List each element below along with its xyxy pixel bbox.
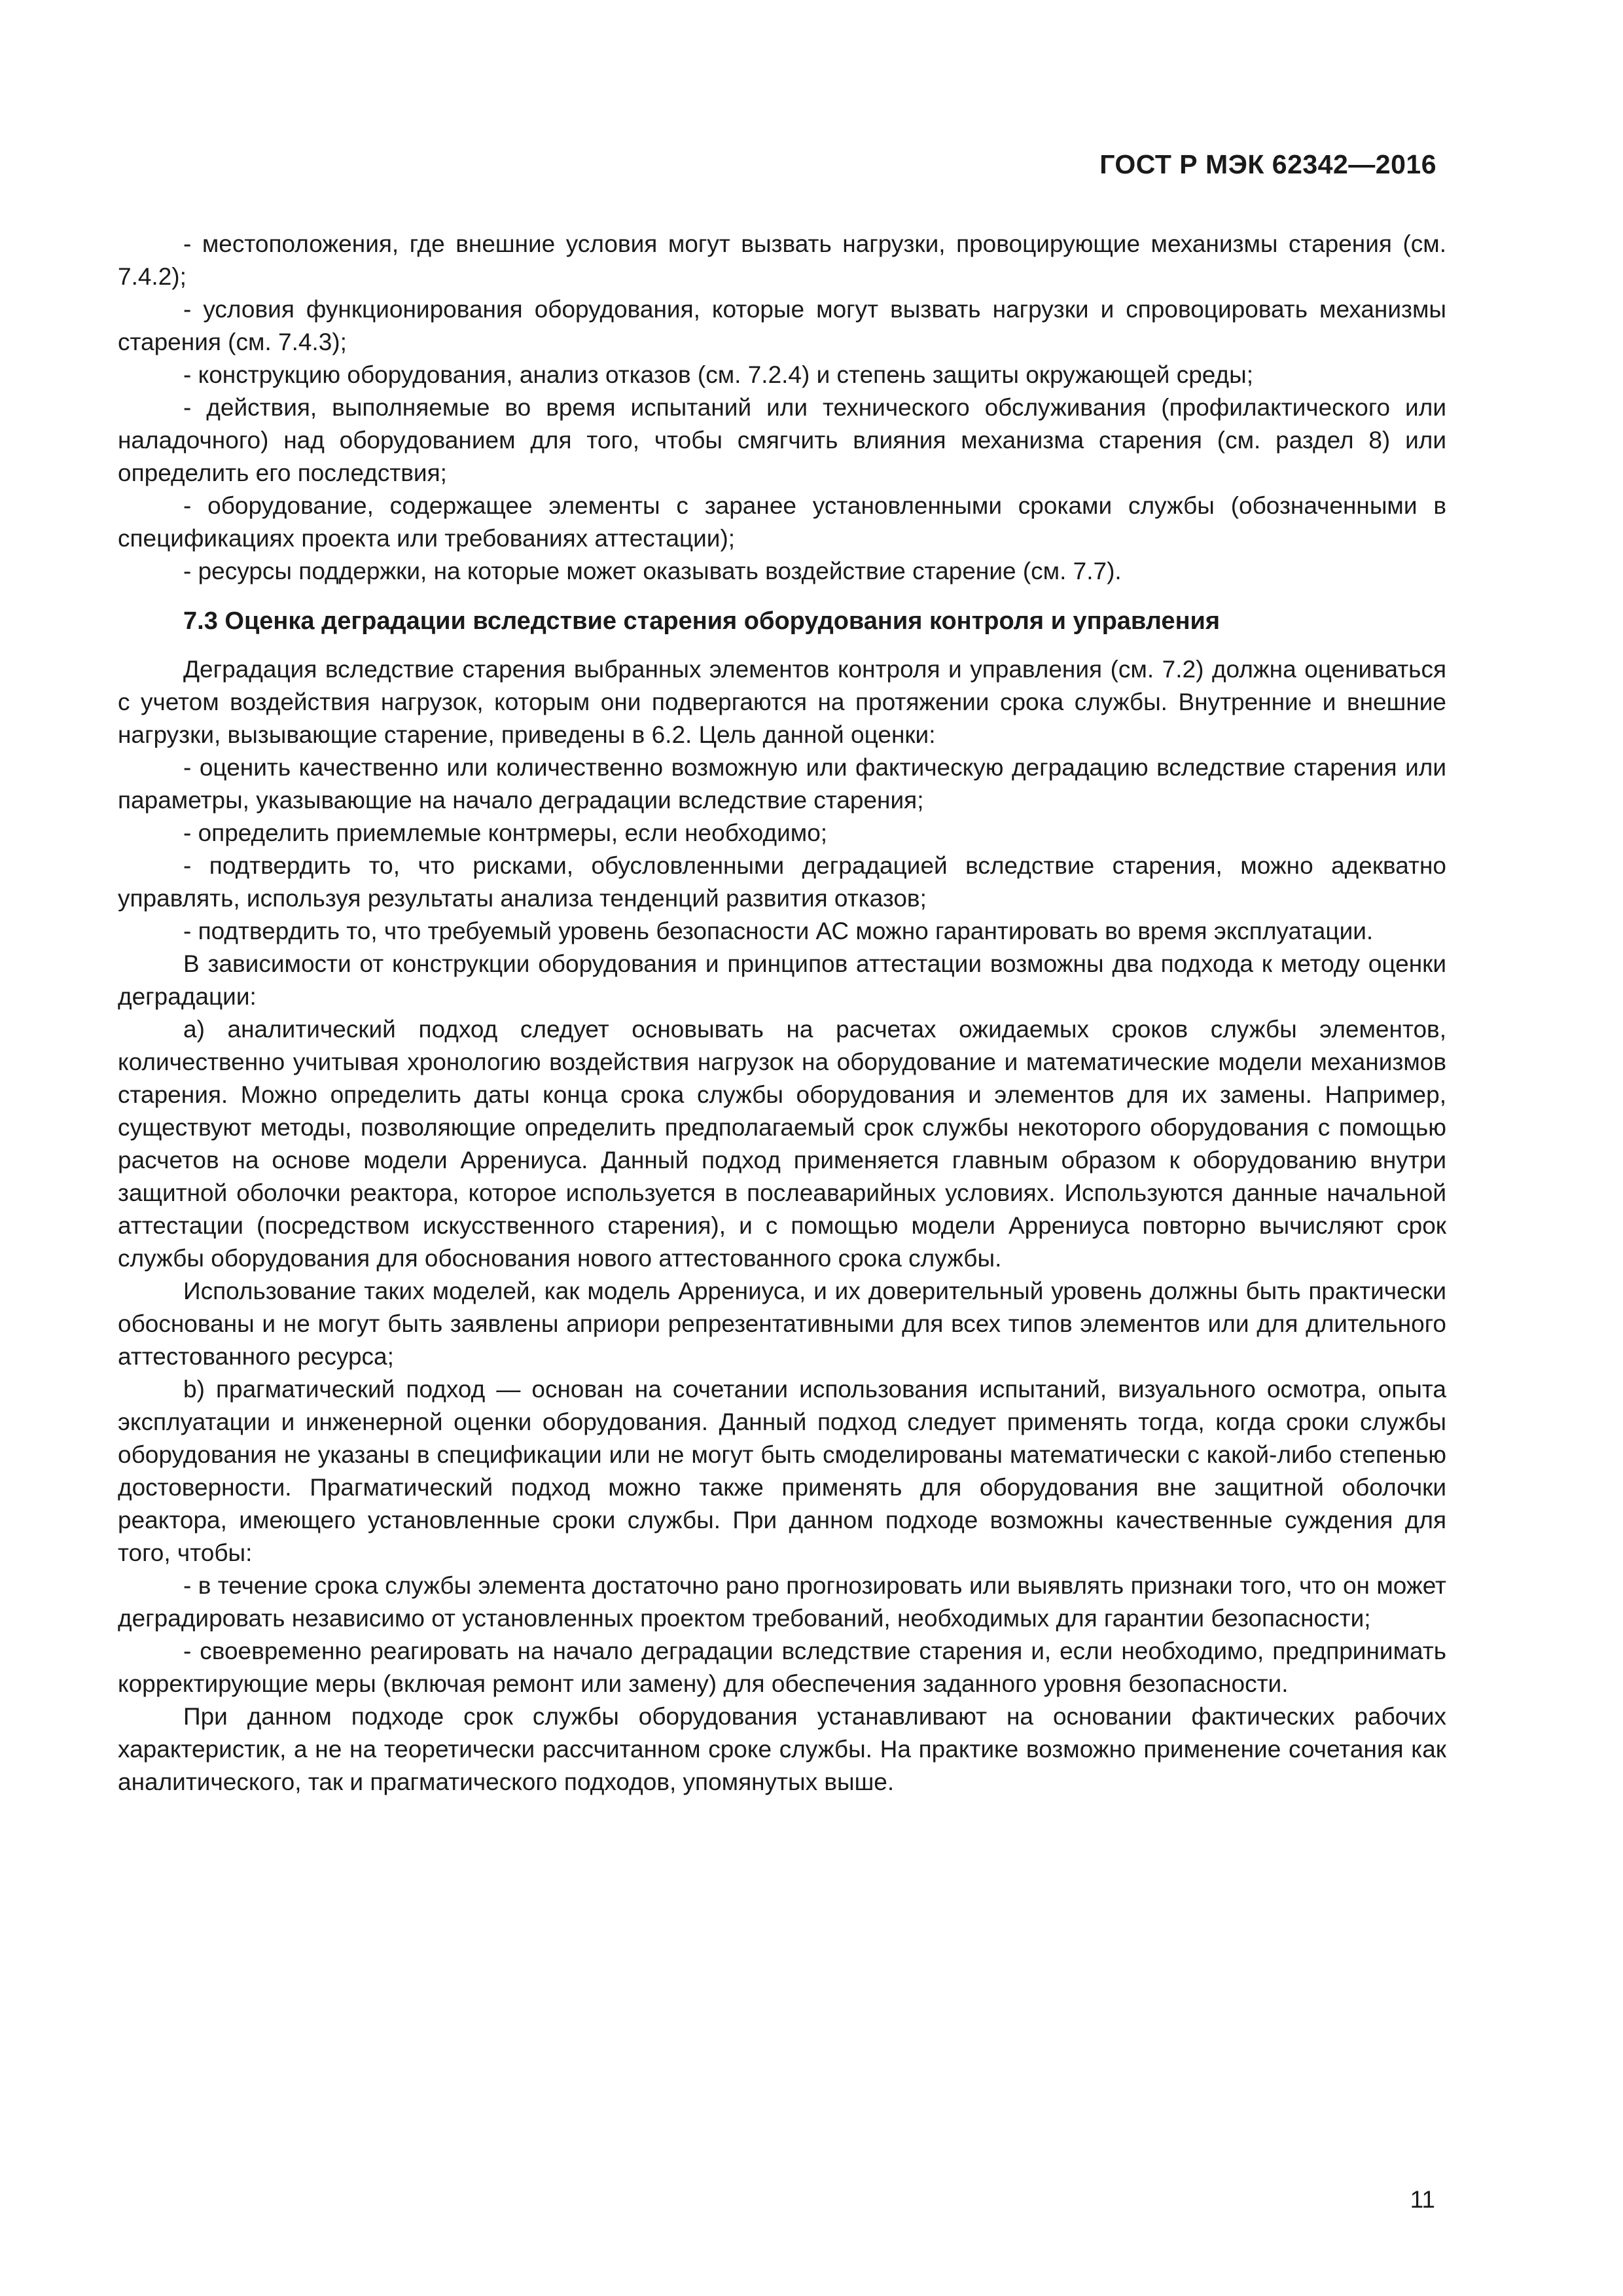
list-item: - действия, выполняемые во время испытаний или технического обслуживания (профилактического или наладочного) над оборудованием для того, чтобы смягчить влияния механизма старения (см. раздел 8) или определить его последствия; <box>118 394 1446 486</box>
paragraph: В зависимости от конструкции оборудования и принципов аттестации возможны два подхода к методу оценки деградации: <box>118 950 1446 1010</box>
section-heading: 7.3 Оценка деградации вследствие старения оборудования контроля и управления <box>183 607 1221 635</box>
paragraph: Использование таких моделей, как модель Аррениуса, и их доверительный уровень должны быть практически обоснованы и не могут быть заявлены априори репрезентативными для всех типов элементов или для длительного аттестованного ресурса; <box>118 1278 1446 1370</box>
paragraph: b) прагматический подход — основан на сочетании использования испытаний, визуального осмотра, опыта эксплуатации и инженерной оценки оборудования. Данный подход следует применять тогда, когда сроки службы оборудования не указаны в спецификации или не могут быть смоделированы математически с какой-либо степенью достоверности. Прагматический подход можно также применять для оборудования вне защитной оболочки реактора, имеющего установленные сроки службы. При данном подходе возможны качественные суждения для того, чтобы: <box>118 1376 1446 1566</box>
paragraph: Деградация вследствие старения выбранных элементов контроля и управления (см. 7.2) должна оцениваться с учетом воздействия нагрузок, которым они подвергаются на протяжении срока службы. Внутренние и внешние нагрузки, вызывающие старение, приведены в 6.2. Цель данной оценки: <box>118 656 1446 748</box>
list-item: - условия функционирования оборудования, которые могут вызвать нагрузки и спровоцировать механизмы старения (см. 7.4.3); <box>118 296 1446 355</box>
list-item: - своевременно реагировать на начало деградации вследствие старения и, если необходимо, предпринимать корректирующие меры (включая ремонт или замену) для обеспечения заданного уровня безопасности. <box>118 1638 1446 1697</box>
list-item: - конструкцию оборудования, анализ отказов (см. 7.2.4) и степень защиты окружающей среды; <box>183 361 1254 388</box>
list-item: - подтвердить то, что рисками, обусловленными деградацией вследствие старения, можно адекватно управлять, используя результаты анализа тенденций развития отказов; <box>118 852 1446 912</box>
paragraph: a) аналитический подход следует основывать на расчетах ожидаемых сроков службы элементов, количественно учитывая хронологию воздействия нагрузок на оборудование и математические модели механизмов старения. Можно определить даты конца срока службы оборудования и элементов для их замены. Например, существуют методы, позволяющие определить предполагаемый срок службы некоторого оборудования с помощью расчетов на основе модели Аррениуса. Данный подход применяется главным образом к оборудованию внутри защитной оболочки реактора, которое используется в послеаварийных условиях. Используются данные начальной аттестации (посредством искусственного старения), и с помощью модели Аррениуса повторно вычисляют срок службы оборудования для обоснования нового аттестованного срока службы. <box>118 1016 1446 1272</box>
list-item: - оборудование, содержащее элементы с заранее установленными сроками службы (обозначенными в спецификациях проекта или требованиях аттестации); <box>118 492 1446 552</box>
list-item: - ресурсы поддержки, на которые может оказывать воздействие старение (см. 7.7). <box>183 558 1122 584</box>
document-code-header: ГОСТ Р МЭК 62342—2016 <box>1099 149 1436 179</box>
list-item: - местоположения, где внешние условия могут вызвать нагрузки, провоцирующие механизмы старения (см. 7.4.2); <box>118 230 1446 290</box>
list-item: - в течение срока службы элемента достаточно рано прогнозировать или выявлять признаки того, что он может деградировать независимо от установленных проектом требований, необходимых для гарантии безопасности; <box>118 1572 1446 1632</box>
page-number: 11 <box>1410 2186 1435 2213</box>
list-item: - подтвердить то, что требуемый уровень безопасности АС можно гарантировать во время эксплуатации. <box>183 918 1374 944</box>
list-item: - оценить качественно или количественно возможную или фактическую деградацию вследствие старения или параметры, указывающие на начало деградации вследствие старения; <box>118 754 1446 814</box>
document-body <box>118 228 1446 1799</box>
paragraph: При данном подходе срок службы оборудования устанавливают на основании фактических рабочих характеристик, а не на теоретически рассчитанном сроке службы. На практике возможно применение сочетания как аналитического, так и прагматического подходов, упомянутых выше. <box>118 1703 1446 1795</box>
list-item: - определить приемлемые контрмеры, если необходимо; <box>183 819 828 846</box>
